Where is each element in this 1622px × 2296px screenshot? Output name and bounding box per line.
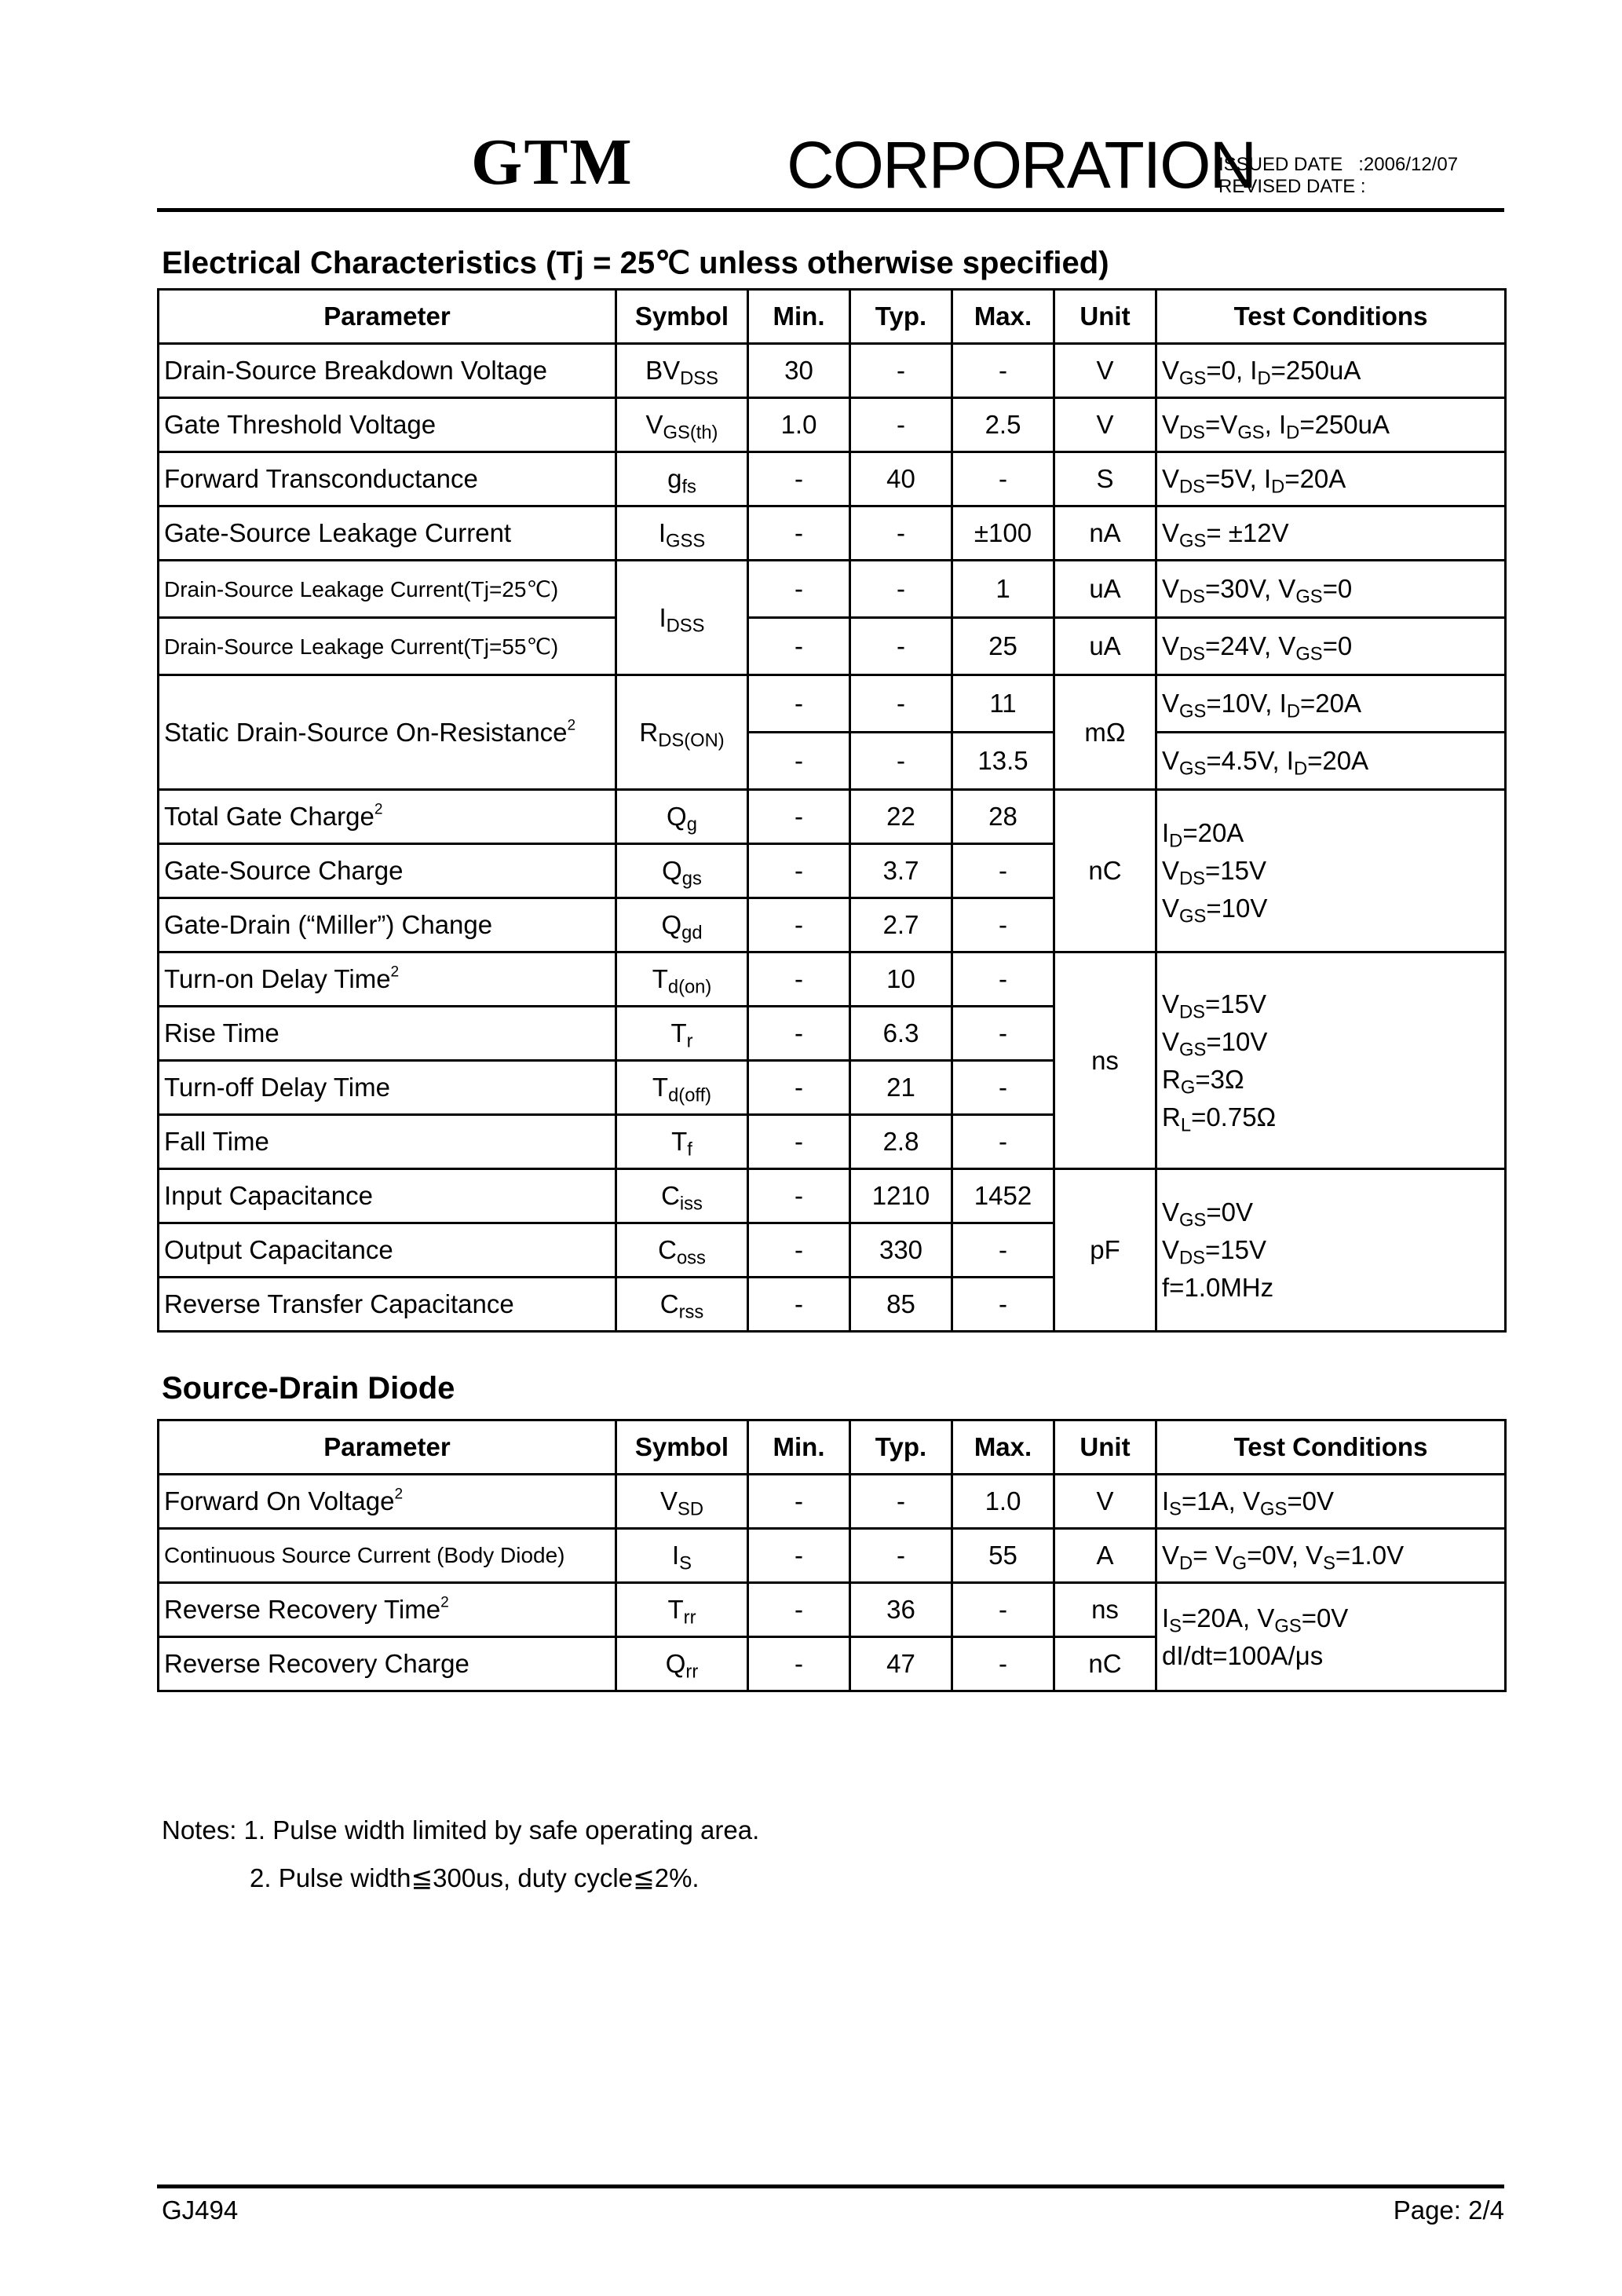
unit-cell: mΩ [1054,675,1156,790]
condition-cell: $V_{DS}=15V$ $V_{GS}=10V$ $R_G=3\Omega$ $R_L=0.75\Omega$ [1156,952,1506,1169]
symbol-cell: $T_f$ [616,1115,748,1169]
param-cell: Turn-off Delay Time [159,1061,616,1115]
table-row [159,398,1506,452]
unit-cell: uA [1054,618,1156,675]
unit-cell: ns [1054,1583,1156,1637]
typ-cell: 21 [850,1061,952,1115]
symbol-cell: $g_{fs}$ [616,452,748,506]
max-cell: - [952,344,1054,398]
symbol-cell: $Q_{rr}$ [616,1637,748,1691]
min-cell: - [748,1169,850,1223]
condition-cell: $I_D=20A$ $V_{DS}=15V$ $V_{GS}=10V$ [1156,790,1506,952]
col-unit: Unit [1054,290,1156,344]
col-typ: Typ. [850,290,952,344]
col-symbol: Symbol [616,1420,748,1475]
footer-rule [157,2184,1504,2188]
param-cell: Reverse Recovery Time$^2$ [159,1583,616,1637]
symbol-cell: $C_{rss}$ [616,1278,748,1332]
symbol-cell: $Q_g$ [616,790,748,844]
unit-cell: V [1054,398,1156,452]
symbol-cell: $T_r$ [616,1007,748,1061]
min-cell: - [748,1583,850,1637]
symbol-cell: $Q_{gd}$ [616,898,748,952]
max-cell: - [952,1637,1054,1691]
col-typ: Typ. [850,1420,952,1475]
max-cell: - [952,1061,1054,1115]
document-number: GJ494 [162,2195,239,2225]
min-cell: - [748,1529,850,1583]
typ-cell: - [850,1529,952,1583]
param-cell: Fall Time [159,1115,616,1169]
col-parameter: Parameter [159,1420,616,1475]
min-cell: - [748,561,850,618]
max-cell: - [952,1583,1054,1637]
symbol-cell: $I_{DSS}$ [616,561,748,675]
col-test-conditions: Test Conditions [1156,290,1506,344]
min-cell: - [748,1223,850,1278]
col-parameter: Parameter [159,290,616,344]
revised-date: REVISED DATE : [1218,176,1366,197]
typ-cell: 10 [850,952,952,1007]
typ-cell: 22 [850,790,952,844]
issue-dates [1218,154,1458,198]
table-row [159,675,1506,733]
typ-cell: 6.3 [850,1007,952,1061]
table-row [159,506,1506,561]
symbol-cell: $V_{SD}$ [616,1475,748,1529]
max-cell: - [952,952,1054,1007]
table-header-row [159,1420,1506,1475]
min-cell: - [748,1007,850,1061]
note-2: 2. Pulse width≦300us, duty cycle≦2%. [250,1863,700,1892]
table-row [159,618,1506,675]
min-cell: - [748,1061,850,1115]
typ-cell: - [850,561,952,618]
condition-cell: $V_{GS}= \pm 12V$ [1156,506,1506,561]
typ-cell: - [850,398,952,452]
brand-logo: GTM [471,126,634,199]
table-row [159,344,1506,398]
unit-cell: nA [1054,506,1156,561]
symbol-cell: $Q_{gs}$ [616,844,748,898]
param-cell: Reverse Transfer Capacitance [159,1278,616,1332]
param-cell: Gate-Source Charge [159,844,616,898]
electrical-table [157,288,1507,1333]
param-cell: Drain-Source Breakdown Voltage [159,344,616,398]
min-cell: - [748,898,850,952]
symbol-cell: $I_S$ [616,1529,748,1583]
param-cell: Continuous Source Current (Body Diode) [159,1529,616,1583]
max-cell: - [952,844,1054,898]
param-cell: Drain-Source Leakage Current(Tj=25℃) [159,561,616,618]
col-max: Max. [952,290,1054,344]
param-cell: Gate-Drain (“Miller”) Change [159,898,616,952]
min-cell: - [748,1115,850,1169]
condition-cell: $V_{GS}=4.5V$, $I_D=20A$ [1156,733,1506,790]
unit-cell: uA [1054,561,1156,618]
typ-cell: 3.7 [850,844,952,898]
typ-cell: - [850,618,952,675]
max-cell: 25 [952,618,1054,675]
param-cell: Drain-Source Leakage Current(Tj=55℃) [159,618,616,675]
condition-cell: $V_D= V_G=0V$, $V_S=1.0V$ [1156,1529,1506,1583]
param-cell: Total Gate Charge$^2$ [159,790,616,844]
electrical-title: Electrical Characteristics (Tj = 25℃ unless otherwise specified) [162,246,1109,280]
max-cell: - [952,898,1054,952]
min-cell: - [748,844,850,898]
typ-cell: - [850,506,952,561]
param-cell: Output Capacitance [159,1223,616,1278]
symbol-cell: $C_{iss}$ [616,1169,748,1223]
min-cell: - [748,618,850,675]
symbol-cell: $T_{d(on)}$ [616,952,748,1007]
unit-cell: V [1054,1475,1156,1529]
condition-cell: $V_{GS}=0V$ $V_{DS}=15V$ f=1.0MHz [1156,1169,1506,1332]
typ-cell: - [850,733,952,790]
page-number: Page: 2/4 [1393,2195,1504,2225]
table-row [159,1169,1506,1223]
typ-cell: 36 [850,1583,952,1637]
min-cell: 1.0 [748,398,850,452]
col-min: Min. [748,1420,850,1475]
symbol-cell: $I_{GSS}$ [616,506,748,561]
col-symbol: Symbol [616,290,748,344]
max-cell: ±100 [952,506,1054,561]
symbol-cell: $V_{GS(th)}$ [616,398,748,452]
param-cell: Gate-Source Leakage Current [159,506,616,561]
max-cell: 13.5 [952,733,1054,790]
max-cell: - [952,1223,1054,1278]
min-cell: - [748,790,850,844]
typ-cell: 2.7 [850,898,952,952]
typ-cell: 85 [850,1278,952,1332]
typ-cell: - [850,344,952,398]
table-row [159,1583,1506,1637]
typ-cell: - [850,675,952,733]
unit-cell: ns [1054,952,1156,1169]
table-row [159,561,1506,618]
symbol-cell: $C_{oss}$ [616,1223,748,1278]
header-rule [157,208,1504,212]
max-cell: 1.0 [952,1475,1054,1529]
min-cell: 30 [748,344,850,398]
param-cell: Static Drain-Source On-Resistance$^2$ [159,675,616,790]
unit-cell: S [1054,452,1156,506]
diode-table [157,1419,1507,1692]
col-max: Max. [952,1420,1054,1475]
typ-cell: - [850,1475,952,1529]
param-cell: Rise Time [159,1007,616,1061]
symbol-cell: $R_{DS(ON)}$ [616,675,748,790]
typ-cell: 40 [850,452,952,506]
col-test-conditions: Test Conditions [1156,1420,1506,1475]
col-min: Min. [748,290,850,344]
condition-cell: $I_S=1A$, $V_{GS}=0V$ [1156,1475,1506,1529]
unit-cell: nC [1054,790,1156,952]
param-cell: Turn-on Delay Time$^2$ [159,952,616,1007]
condition-cell: $V_{DS}=5V$, $I_D=20A$ [1156,452,1506,506]
unit-cell: pF [1054,1169,1156,1332]
table-row [159,790,1506,844]
typ-cell: 47 [850,1637,952,1691]
min-cell: - [748,1475,850,1529]
min-cell: - [748,733,850,790]
param-cell: Gate Threshold Voltage [159,398,616,452]
table-row [159,1475,1506,1529]
table-header-row [159,290,1506,344]
param-cell: Input Capacitance [159,1169,616,1223]
max-cell: 28 [952,790,1054,844]
table-row [159,952,1506,1007]
condition-cell: $V_{GS}=0$, $I_D=250uA$ [1156,344,1506,398]
condition-cell: $V_{DS}=V_{GS}$, $I_D=250uA$ [1156,398,1506,452]
min-cell: - [748,1637,850,1691]
corporation-title: CORPORATION [787,128,1256,202]
table-row [159,1529,1506,1583]
diode-title: Source-Drain Diode [162,1371,455,1406]
max-cell: - [952,1115,1054,1169]
condition-cell: $V_{DS}=24V$, $V_{GS}=0$ [1156,618,1506,675]
min-cell: - [748,675,850,733]
min-cell: - [748,506,850,561]
typ-cell: 1210 [850,1169,952,1223]
unit-cell: nC [1054,1637,1156,1691]
note-1: Notes: 1. Pulse width limited by safe operating area. [162,1815,760,1844]
max-cell: 55 [952,1529,1054,1583]
issued-date: ISSUED DATE :2006/12/07 [1218,154,1459,175]
condition-cell: $I_S=20A$, $V_{GS}=0V$ dI/dt=100A/μs [1156,1583,1506,1691]
min-cell: - [748,452,850,506]
table-row [159,452,1506,506]
typ-cell: 330 [850,1223,952,1278]
max-cell: - [952,1278,1054,1332]
symbol-cell: $T_{d(off)}$ [616,1061,748,1115]
condition-cell: $V_{GS}=10V$, $I_D=20A$ [1156,675,1506,733]
param-cell: Reverse Recovery Charge [159,1637,616,1691]
typ-cell: 2.8 [850,1115,952,1169]
param-cell: Forward Transconductance [159,452,616,506]
condition-cell: $V_{DS}=30V$, $V_{GS}=0$ [1156,561,1506,618]
max-cell: 1452 [952,1169,1054,1223]
unit-cell: A [1054,1529,1156,1583]
max-cell: 1 [952,561,1054,618]
min-cell: - [748,1278,850,1332]
max-cell: - [952,1007,1054,1061]
unit-cell: V [1054,344,1156,398]
min-cell: - [748,952,850,1007]
max-cell: - [952,452,1054,506]
symbol-cell: $BV_{DSS}$ [616,344,748,398]
max-cell: 2.5 [952,398,1054,452]
max-cell: 11 [952,675,1054,733]
param-cell: Forward On Voltage$^2$ [159,1475,616,1529]
symbol-cell: $T_{rr}$ [616,1583,748,1637]
col-unit: Unit [1054,1420,1156,1475]
